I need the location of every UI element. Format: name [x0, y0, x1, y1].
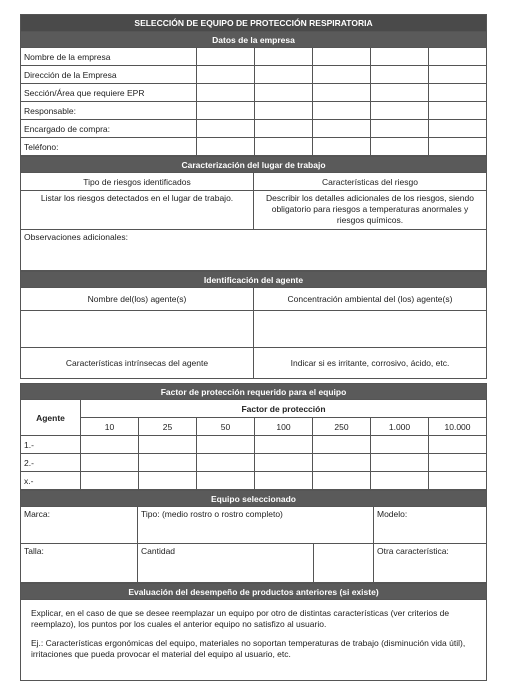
agent-table — [20, 271, 487, 379]
agent-characteristics-title: Características intrínsecas del agente — [21, 348, 254, 379]
phone-field[interactable] — [197, 138, 255, 156]
risk-types-title: Tipo de riesgos identificados — [21, 173, 254, 191]
factor-value: 25 — [139, 418, 197, 436]
section-area-field[interactable] — [197, 84, 255, 102]
observations-field[interactable] — [21, 230, 487, 271]
company-name-field[interactable] — [197, 48, 255, 66]
agent-indicate-text: Indicar si es irritante, corrosivo, ácido, etc. — [254, 348, 487, 379]
agent-concentration-title: Concentración ambiental del (los) agente(s) — [254, 288, 487, 311]
purchase-manager-label: Encargado de compra: — [21, 120, 197, 138]
risk-types-field[interactable] — [21, 191, 254, 230]
agent-concentration-field[interactable] — [254, 311, 487, 348]
responsible-label: Responsable: — [21, 102, 197, 120]
form-title: SELECCIÓN DE EQUIPO DE PROTECCIÓN RESPIRATORIA — [21, 15, 487, 32]
phone-label: Teléfono: — [21, 138, 197, 156]
evaluation-header: Evaluación del desempeño de productos anteriores (si existe) — [21, 584, 487, 600]
quantity-field[interactable] — [138, 544, 314, 583]
purchase-manager-field[interactable] — [197, 120, 255, 138]
protection-factor-header: Factor de protección requerido para el equipo — [21, 384, 487, 400]
factor-value: 1.000 — [371, 418, 429, 436]
factor-column-label: Factor de protección — [81, 400, 487, 418]
agent-row-label: x.- — [21, 472, 81, 490]
evaluation-table — [20, 583, 487, 681]
company-address-field[interactable] — [197, 66, 255, 84]
model-field[interactable] — [374, 507, 487, 544]
respiratory-equipment-form — [20, 14, 487, 681]
company-name-label: Nombre de la empresa — [21, 48, 197, 66]
agent-header: Identificación del agente — [21, 272, 487, 288]
agent-name-field[interactable] — [21, 311, 254, 348]
agent-row-label: 1.- — [21, 436, 81, 454]
risk-characteristics-title: Características del riesgo — [254, 173, 487, 191]
factor-value: 10 — [81, 418, 139, 436]
workplace-table — [20, 156, 487, 271]
section-area-label: Sección/Área que requiere EPR — [21, 84, 197, 102]
selected-equipment-table — [20, 490, 487, 583]
risk-characteristics-field[interactable] — [254, 191, 487, 230]
model-label: Modelo: — [377, 509, 408, 519]
selected-equipment-header: Equipo seleccionado — [21, 491, 487, 507]
agent-name-title: Nombre del(los) agente(s) — [21, 288, 254, 311]
risk-characteristics-desc: Describir los detalles adicionales de los riesgos, siendo obligatorio para riesgos a temperaturas anormales y riesgos químicos. — [266, 193, 474, 225]
evaluation-example: Ej.: Características ergonómicas del equipo, materiales no soportan temperaturas de trabajo (disminución vida útil), irritaciones que pueda provocar el material del equipo al usuario, etc. — [31, 638, 466, 659]
type-label: Tipo: (medio rostro o rostro completo) — [141, 509, 283, 519]
company-data-header: Datos de la empresa — [21, 32, 487, 48]
responsible-field[interactable] — [197, 102, 255, 120]
other-characteristic-field[interactable] — [374, 544, 487, 583]
agent-row-label: 2.- — [21, 454, 81, 472]
protection-factor-table — [20, 383, 487, 490]
quantity-label: Cantidad — [141, 546, 176, 556]
agent-column-label: Agente — [21, 400, 81, 436]
evaluation-instructions: Explicar, en el caso de que se desee reemplazar un equipo por otro de distintas características (ver criterios de reemplazo), los puntos por los cuales el anterior equipo no satisfizo al usuario. — [31, 608, 450, 629]
size-field[interactable] — [21, 544, 138, 583]
factor-value: 100 — [255, 418, 313, 436]
brand-label: Marca: — [24, 509, 50, 519]
factor-value: 10.000 — [429, 418, 487, 436]
company-address-label: Dirección de la Empresa — [21, 66, 197, 84]
workplace-header: Caracterización del lugar de trabajo — [21, 157, 487, 173]
factor-value: 50 — [197, 418, 255, 436]
observations-label: Observaciones adicionales: — [24, 232, 128, 242]
type-field[interactable] — [138, 507, 374, 544]
company-data-table — [20, 14, 487, 156]
other-characteristic-label: Otra característica: — [377, 546, 449, 556]
risk-types-desc: Listar los riesgos detectados en el lugar de trabajo. — [40, 193, 234, 203]
evaluation-field[interactable] — [21, 600, 487, 681]
factor-value: 250 — [313, 418, 371, 436]
brand-field[interactable] — [21, 507, 138, 544]
size-label: Talla: — [24, 546, 44, 556]
